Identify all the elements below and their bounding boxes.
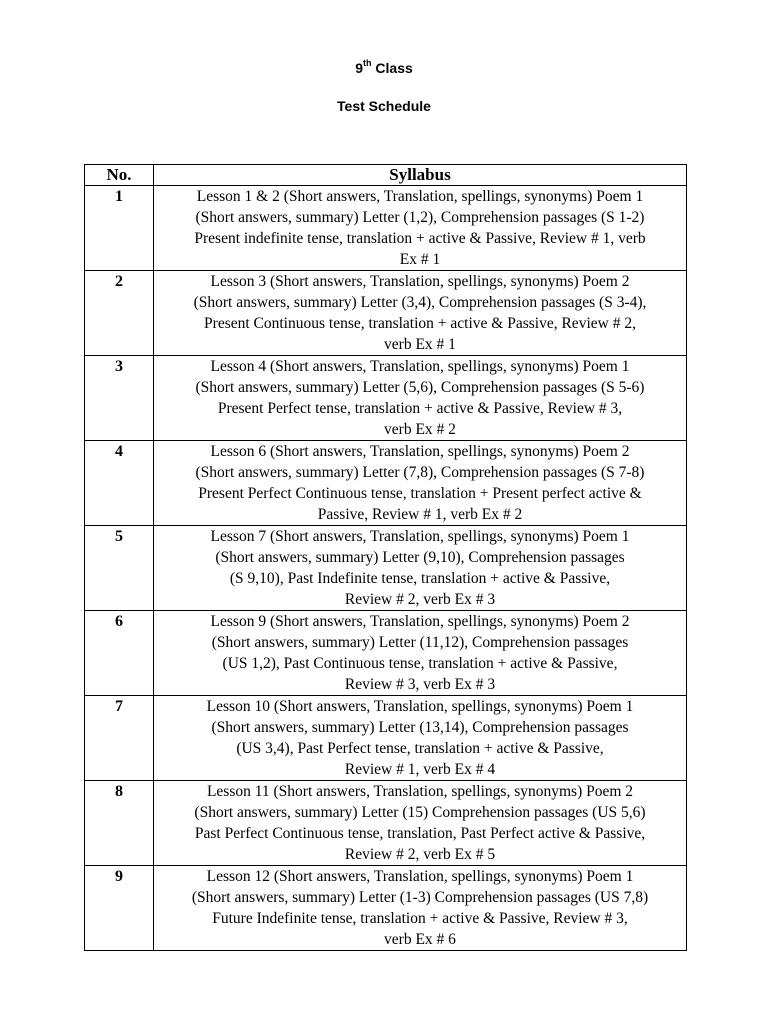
row-syllabus	[154, 611, 687, 696]
row-number: 3	[85, 356, 154, 441]
syllabus-line: Lesson 12 (Short answers, Translation, spellings, synonyms) Poem 1	[206, 868, 634, 885]
class-title	[0, 60, 768, 76]
syllabus-line: Present Continuous tense, translation + active & Passive, Review # 2,	[204, 315, 636, 332]
syllabus-line: Ex # 1	[399, 251, 441, 268]
class-title-label: Class	[371, 60, 413, 76]
row-number: 5	[85, 526, 154, 611]
syllabus-line: (US 3,4), Past Perfect tense, translation + active & Passive,	[236, 740, 604, 757]
syllabus-line: verb Ex # 2	[384, 421, 456, 438]
table-row	[85, 781, 687, 866]
syllabus-line: Lesson 11 (Short answers, Translation, spellings, synonyms) Poem 2	[206, 783, 634, 800]
syllabus-line: Lesson 9 (Short answers, Translation, spellings, synonyms) Poem 2	[210, 613, 630, 630]
table-row	[85, 441, 687, 526]
syllabus-line: Lesson 4 (Short answers, Translation, spellings, synonyms) Poem 1	[210, 358, 630, 375]
row-syllabus	[154, 186, 687, 271]
syllabus-line: Review # 3, verb Ex # 3	[344, 676, 496, 693]
syllabus-line: Present Perfect Continuous tense, translation + Present perfect active &	[198, 485, 642, 502]
syllabus-line: Present Perfect tense, translation + active & Passive, Review # 3,	[217, 400, 623, 417]
syllabus-line: (US 1,2), Past Continuous tense, translation + active & Passive,	[222, 655, 618, 672]
syllabus-line: Future Indefinite tense, translation + active & Passive, Review # 3,	[212, 910, 628, 927]
row-number: 8	[85, 781, 154, 866]
syllabus-line: Lesson 1 & 2 (Short answers, Translation, spellings, synonyms) Poem 1	[196, 188, 644, 205]
header-syllabus: Syllabus	[154, 165, 687, 186]
header-no: No.	[85, 165, 154, 186]
class-title-superscript: th	[363, 58, 372, 69]
table-row	[85, 611, 687, 696]
syllabus-line: (Short answers, summary) Letter (1-3) Comprehension passages (US 7,8)	[191, 889, 649, 906]
syllabus-line: (Short answers, summary) Letter (13,14), Comprehension passages	[211, 719, 629, 736]
table-row	[85, 356, 687, 441]
syllabus-line: Review # 2, verb Ex # 3	[344, 591, 496, 608]
syllabus-line: (Short answers, summary) Letter (1,2), Comprehension passages (S 1-2)	[195, 209, 645, 226]
table-row	[85, 271, 687, 356]
row-number: 9	[85, 866, 154, 951]
row-syllabus	[154, 356, 687, 441]
syllabus-line: Review # 1, verb Ex # 4	[344, 761, 496, 778]
syllabus-line: (Short answers, summary) Letter (11,12), Comprehension passages	[211, 634, 629, 651]
row-number: 4	[85, 441, 154, 526]
syllabus-line: Past Perfect Continuous tense, translation, Past Perfect active & Passive,	[194, 825, 646, 842]
syllabus-line: Passive, Review # 1, verb Ex # 2	[317, 506, 523, 523]
syllabus-line: Review # 2, verb Ex # 5	[344, 846, 496, 863]
row-syllabus	[154, 441, 687, 526]
syllabus-line: (S 9,10), Past Indefinite tense, translation + active & Passive,	[229, 570, 611, 587]
row-syllabus	[154, 526, 687, 611]
syllabus-line: verb Ex # 1	[384, 336, 456, 353]
schedule-title: Test Schedule	[337, 98, 431, 114]
syllabus-line: Lesson 10 (Short answers, Translation, spellings, synonyms) Poem 1	[206, 698, 634, 715]
syllabus-line: Lesson 3 (Short answers, Translation, spellings, synonyms) Poem 2	[210, 273, 630, 290]
table-row	[85, 866, 687, 951]
syllabus-line: Lesson 6 (Short answers, Translation, spellings, synonyms) Poem 2	[210, 443, 630, 460]
table-row	[85, 526, 687, 611]
row-syllabus	[154, 271, 687, 356]
class-title-number: 9	[355, 60, 364, 76]
syllabus-line: (Short answers, summary) Letter (15) Comprehension passages (US 5,6)	[194, 804, 646, 821]
row-syllabus	[154, 781, 687, 866]
table-row	[85, 186, 687, 271]
syllabus-line: (Short answers, summary) Letter (7,8), Comprehension passages (S 7-8)	[195, 464, 645, 481]
syllabus-line: (Short answers, summary) Letter (3,4), Comprehension passages (S 3-4),	[193, 294, 647, 311]
syllabus-line: Present indefinite tense, translation + active & Passive, Review # 1, verb	[194, 230, 646, 247]
table-row	[85, 696, 687, 781]
table-header-row	[85, 165, 687, 186]
row-syllabus	[154, 866, 687, 951]
syllabus-line: (Short answers, summary) Letter (9,10), Comprehension passages	[215, 549, 625, 566]
row-number: 2	[85, 271, 154, 356]
row-syllabus	[154, 696, 687, 781]
syllabus-line: (Short answers, summary) Letter (5,6), Comprehension passages (S 5-6)	[195, 379, 645, 396]
test-schedule-table	[84, 164, 687, 951]
syllabus-line: Lesson 7 (Short answers, Translation, spellings, synonyms) Poem 1	[210, 528, 630, 545]
table-body	[85, 186, 687, 951]
row-number: 1	[85, 186, 154, 271]
syllabus-line: verb Ex # 6	[384, 931, 456, 948]
row-number: 6	[85, 611, 154, 696]
row-number: 7	[85, 696, 154, 781]
